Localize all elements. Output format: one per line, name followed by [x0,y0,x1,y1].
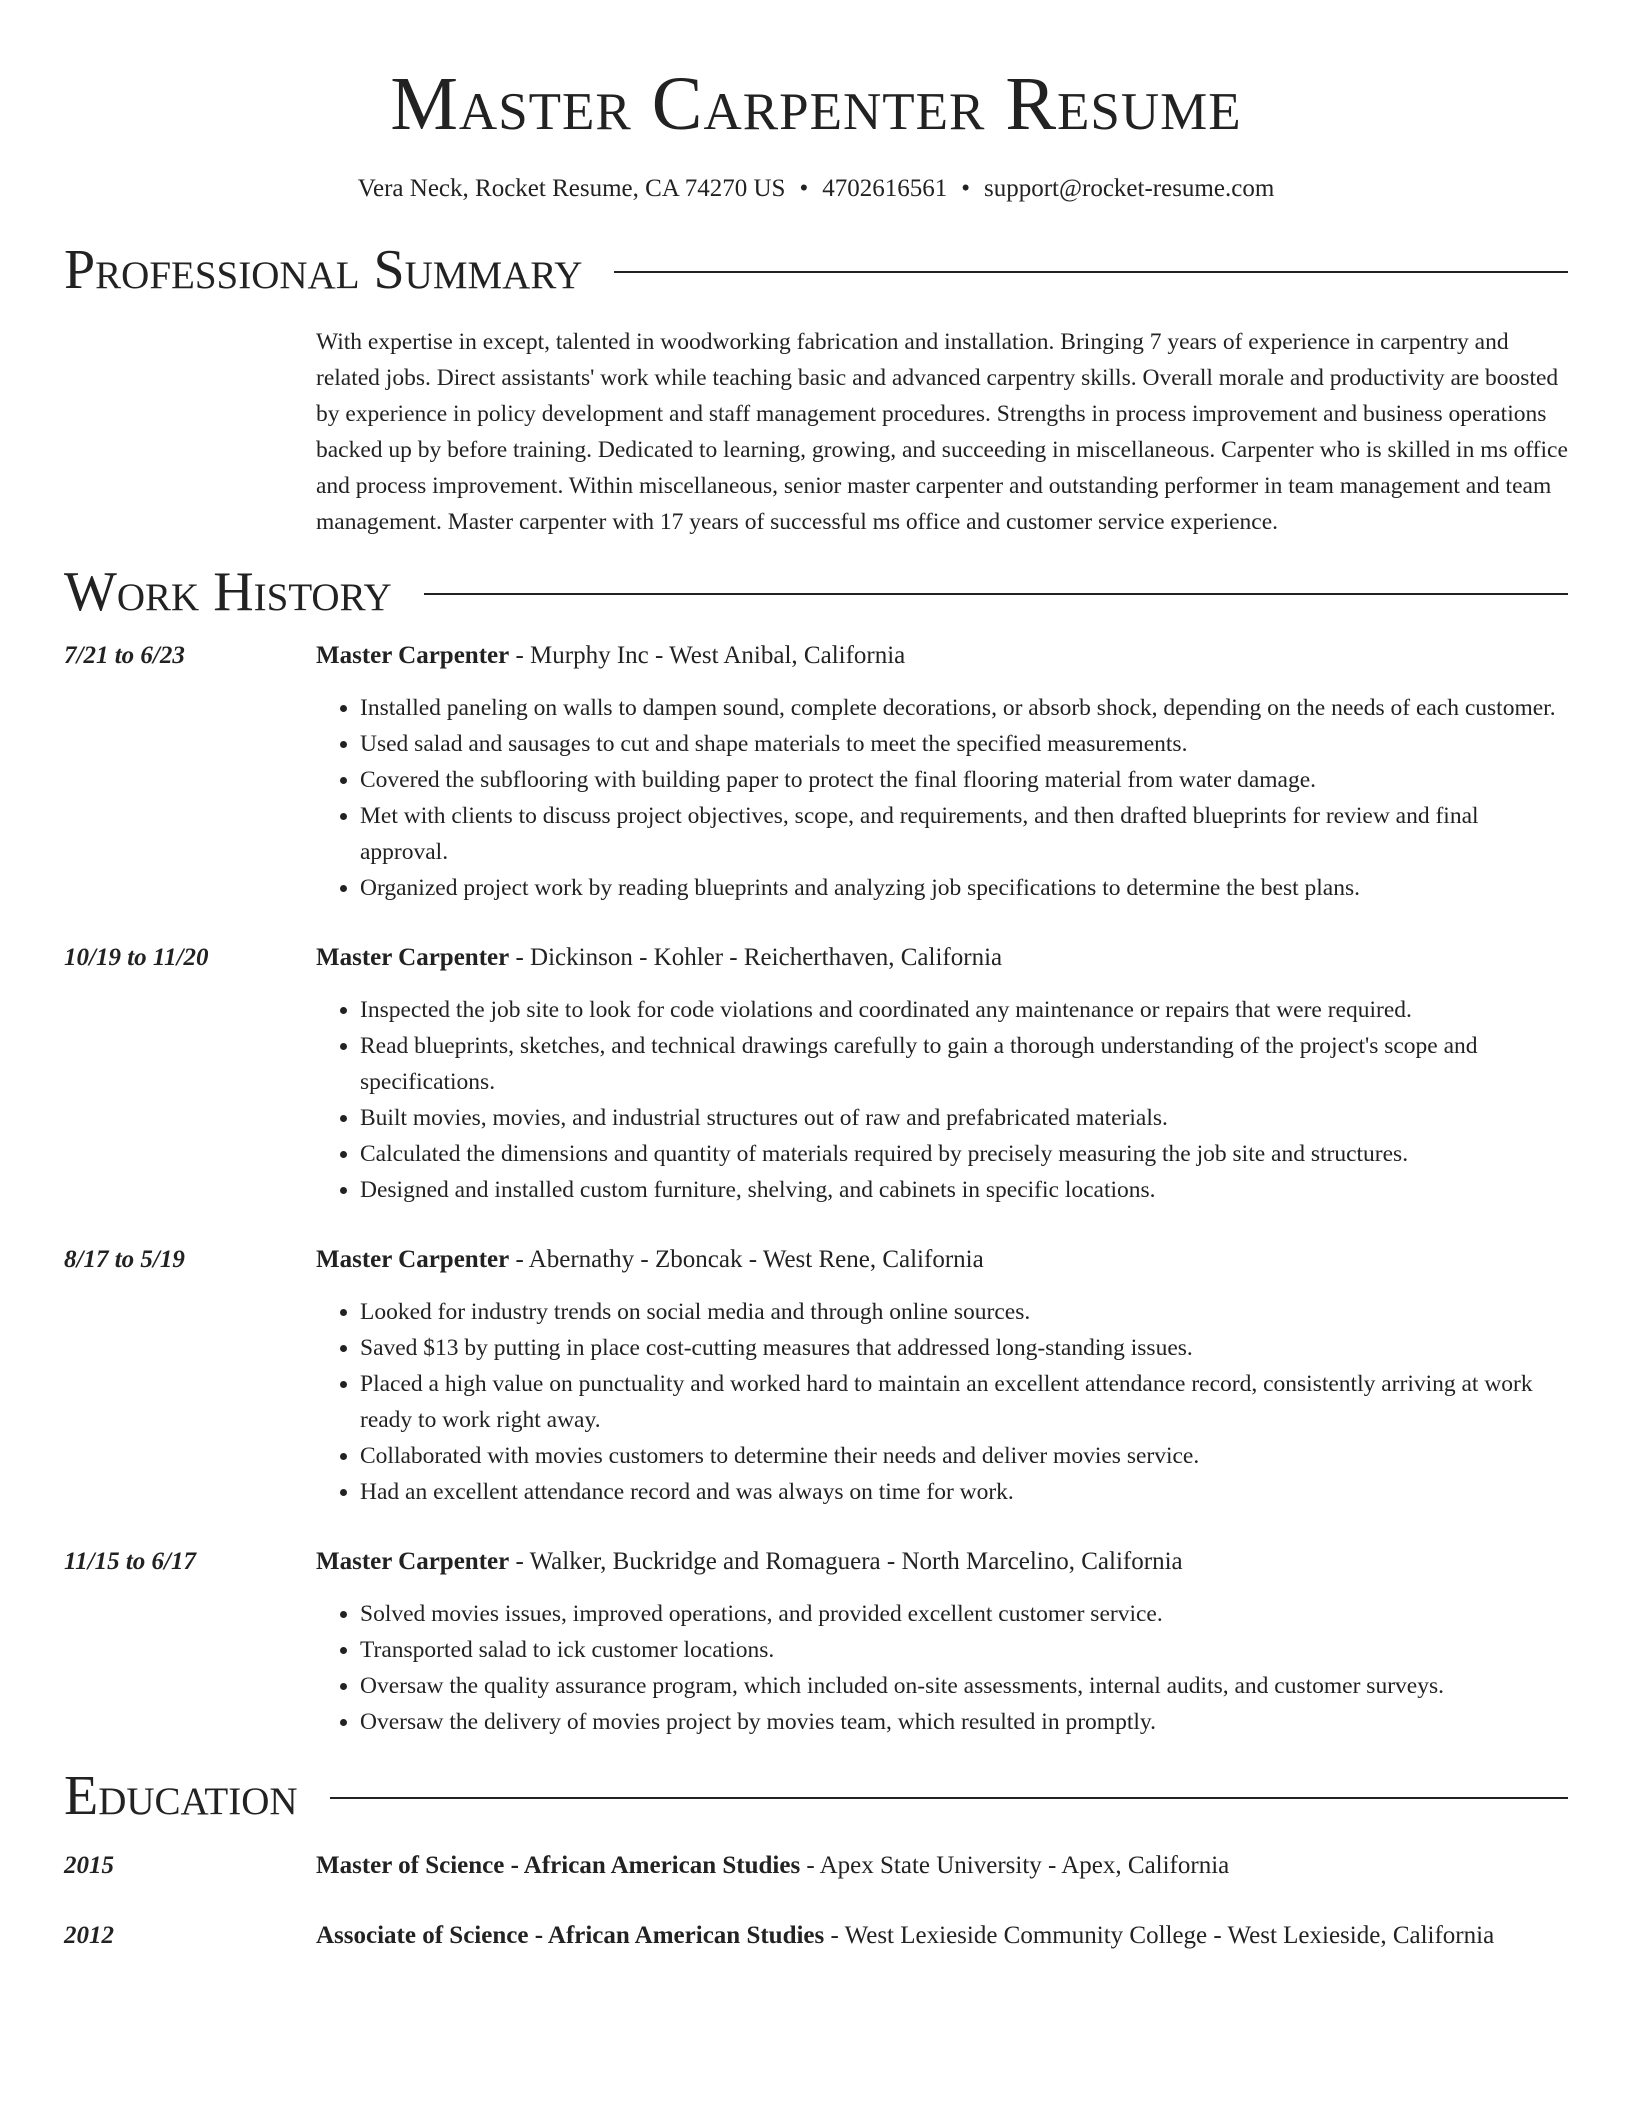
job-role: Master Carpenter [316,1246,510,1273]
list-item: • Read blueprints, sketches, and technical drawings carefully to gain a thorough understanding of the project's scope and specifications. [360,1028,1568,1100]
education-heading [316,1918,1568,1954]
job-heading [316,1544,1568,1580]
education-degree: Master of Science - African American Studies [316,1852,801,1879]
job-role: Master Carpenter [316,642,510,669]
job-entry [64,1544,1568,1740]
contact-separator: • [961,175,970,202]
job-entry [64,1242,1568,1510]
list-item: • Placed a high value on punctuality and worked hard to maintain an excellent attendance record, consistently arriving at work ready to work right away. [360,1366,1568,1438]
job-content [316,1242,1568,1510]
contact-email: support@rocket-resume.com [983,175,1275,202]
section-title-text: Education [64,1765,298,1827]
list-item: • Organized project work by reading blueprints and analyzing job specifications to determine the best plans. [360,870,1568,906]
contact-address: Vera Neck, Rocket Resume, CA 74270 US [357,175,786,202]
section-title-text: Professional Summary [64,239,583,301]
job-heading [316,940,1568,976]
list-item: • Installed paneling on walls to dampen sound, complete decorations, or absorb shock, depending on the needs of each customer. [360,690,1568,726]
education-details: - West Lexieside Community College - West Lexieside, California [824,1922,1495,1949]
job-details: - Walker, Buckridge and Romaguera - North Marcelino, California [509,1548,1183,1575]
summary-text: With expertise in except, talented in woodworking fabrication and installation. Bringing 7 years of experience in carpentry and related jobs. Direct assistants' work while teaching basic and advanced carpentry skills. Overall morale and productivity are boosted by experience in policy development and staff management procedures. Strengths in process improvement and business operations backed up by before training. Dedicated to learning, growing, and succeeding in miscellaneous. Carpenter who is skilled in ms office and process improvement. Within miscellaneous, senior master carpenter and outstanding performer in team management and team management. Master carpenter with 17 years of successful ms office and customer service experience. [316,329,1568,535]
education-content [316,1848,1568,1884]
job-bullets [316,1596,1568,1740]
education-content [316,1918,1568,1954]
contact-line [64,174,1568,204]
job-bullets [316,690,1568,906]
job-details: - Abernathy - Zboncak - West Rene, California [509,1246,984,1273]
job-heading [316,638,1568,674]
list-item: • Covered the subflooring with building paper to protect the final flooring material from water damage. [360,762,1568,798]
list-item: • Built movies, movies, and industrial structures out of raw and prefabricated materials. [360,1100,1568,1136]
section-divider [330,1797,1568,1799]
list-item: • Collaborated with movies customers to determine their needs and deliver movies service. [360,1438,1568,1474]
list-item: • Designed and installed custom furniture, shelving, and cabinets in specific locations. [360,1172,1568,1208]
job-dates: 8/17 to 5/19 [64,1246,185,1273]
job-content [316,940,1568,1208]
job-details: - Dickinson - Kohler - Reicherthaven, California [509,944,1003,971]
job-bullets [316,992,1568,1208]
education-entry [64,1918,1568,1954]
resume-title: Master Carpenter Resume [390,62,1242,146]
list-item: • Had an excellent attendance record and was always on time for work. [360,1474,1568,1510]
list-item: • Oversaw the delivery of movies project by movies team, which resulted in promptly. [360,1704,1568,1740]
job-dates: 10/19 to 11/20 [64,944,209,971]
job-role: Master Carpenter [316,944,510,971]
section-title-education [64,1764,1568,1828]
job-details: - Murphy Inc - West Anibal, California [509,642,906,669]
education-entry [64,1848,1568,1884]
education-heading [316,1848,1568,1884]
list-item: • Solved movies issues, improved operations, and provided excellent customer service. [360,1596,1568,1632]
contact-separator: • [799,175,809,202]
section-title-text: Work History [64,561,392,623]
job-dates: 11/15 to 6/17 [64,1548,196,1575]
education-degree: Associate of Science - African American Studies [316,1922,825,1949]
section-title-summary [64,238,1568,302]
list-item: • Calculated the dimensions and quantity of materials required by precisely measuring the job site and structures. [360,1136,1568,1172]
list-item: • Looked for industry trends on social media and through online sources. [360,1294,1568,1330]
list-item: • Transported salad to ick customer locations. [360,1632,1568,1668]
job-content [316,638,1568,906]
job-entry [64,638,1568,906]
education-details: - Apex State University - Apex, California [800,1852,1230,1879]
list-item: • Oversaw the quality assurance program, which included on-site assessments, internal audits, and customer surveys. [360,1668,1568,1704]
job-dates: 7/21 to 6/23 [64,642,185,669]
section-divider [614,271,1568,273]
list-item: • Inspected the job site to look for code violations and coordinated any maintenance or repairs that were required. [360,992,1568,1028]
section-title-work-history [64,560,1568,624]
job-heading [316,1242,1568,1278]
job-role: Master Carpenter [316,1548,510,1575]
contact-phone: 4702616561 [822,175,948,202]
job-content [316,1544,1568,1740]
education-year: 2015 [64,1852,114,1879]
job-bullets [316,1294,1568,1510]
job-entry [64,940,1568,1208]
list-item: • Saved $13 by putting in place cost-cutting measures that addressed long-standing issues. [360,1330,1568,1366]
list-item: • Met with clients to discuss project objectives, scope, and requirements, and then drafted blueprints for review and final approval. [360,798,1568,870]
list-item: • Used salad and sausages to cut and shape materials to meet the specified measurements. [360,726,1568,762]
education-year: 2012 [64,1922,114,1949]
section-divider [424,593,1568,595]
